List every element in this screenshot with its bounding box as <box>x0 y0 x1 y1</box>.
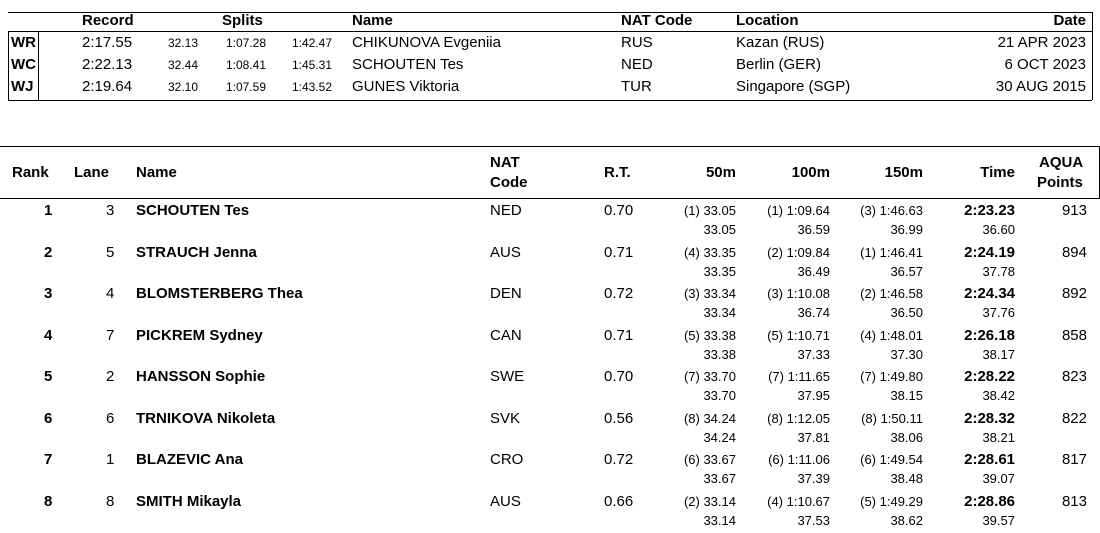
split-150m: (5) 1:49.29 <box>860 493 923 509</box>
record-holder-name: SCHOUTEN Tes <box>352 56 464 73</box>
splits-header: Splits <box>222 12 263 29</box>
lap-150m: 36.50 <box>890 305 923 320</box>
record-label: WR <box>11 34 36 51</box>
lane-header: Lane <box>74 164 110 181</box>
athlete-name: HANSSON Sophie <box>136 368 266 385</box>
nat-cell: CAN <box>490 326 522 344</box>
lap-100m: 37.81 <box>797 429 830 445</box>
100m-header: 100m <box>791 164 830 181</box>
lap-100m: 36.49 <box>797 263 830 279</box>
athlete-name: BLAZEVIC Ana <box>136 451 243 468</box>
athlete-name: STRAUCH Jenna <box>136 243 257 261</box>
lap-50m: 33.67 <box>703 471 736 486</box>
lap-150m: 37.30 <box>890 346 923 362</box>
lap-50m: 33.38 <box>703 346 736 362</box>
lap-150m: 38.06 <box>890 429 923 445</box>
aqua-points: 858 <box>1061 326 1087 344</box>
reaction-time: 0.66 <box>604 492 634 510</box>
split-100m: (8) 1:12.05 <box>767 410 830 426</box>
split-150m: (2) 1:46.58 <box>860 286 923 301</box>
record-nat-header: NAT Code <box>621 12 693 29</box>
record-label: WJ <box>11 78 34 95</box>
rank-header: Rank <box>12 164 49 181</box>
record-nat: TUR <box>621 78 652 95</box>
record-holder-name: GUNES Viktoria <box>352 78 460 95</box>
rank-cell: 1 <box>44 202 53 219</box>
rank-cell: 6 <box>44 409 53 427</box>
lap-200m: 37.78 <box>982 263 1015 279</box>
location-header: Location <box>736 12 799 29</box>
record-split-100: 1:08.41 <box>225 58 266 72</box>
nat-header: NAT <box>490 154 520 171</box>
name-header: Name <box>136 164 177 181</box>
lane-cell: 2 <box>106 368 115 385</box>
record-split-150: 1:45.31 <box>291 58 332 72</box>
lap-100m: 36.59 <box>797 222 830 237</box>
rank-cell: 8 <box>44 492 53 510</box>
time-header: Time <box>980 164 1015 181</box>
rank-cell: 5 <box>44 368 53 385</box>
rank-cell: 7 <box>44 451 53 468</box>
lap-50m: 33.34 <box>703 305 736 320</box>
final-time: 2:28.22 <box>964 368 1015 385</box>
reaction-time: 0.71 <box>604 243 634 261</box>
split-50m: (7) 33.70 <box>683 369 736 384</box>
rank-cell: 2 <box>44 243 53 261</box>
reaction-time: 0.71 <box>604 326 634 344</box>
lap-50m: 33.70 <box>703 388 736 403</box>
split-50m: (1) 33.05 <box>683 203 736 218</box>
lap-200m: 38.42 <box>982 388 1015 403</box>
lap-150m: 38.62 <box>890 512 923 528</box>
athlete-name: TRNIKOVA Nikoleta <box>136 409 276 427</box>
split-50m: (6) 33.67 <box>683 452 736 467</box>
record-nat: NED <box>621 56 653 73</box>
record-header: Record <box>82 12 134 29</box>
record-date: 21 APR 2023 <box>997 34 1086 51</box>
record-nat: RUS <box>621 34 653 51</box>
nat-cell: SVK <box>490 409 521 427</box>
lap-200m: 36.60 <box>982 222 1015 237</box>
aqua-points: 813 <box>1061 492 1087 510</box>
split-150m: (3) 1:46.63 <box>860 203 923 218</box>
lap-200m: 39.57 <box>982 512 1015 528</box>
aqua-points: 822 <box>1061 409 1087 427</box>
rank-cell: 4 <box>44 326 53 344</box>
record-location: Kazan (RUS) <box>736 34 825 51</box>
split-100m: (5) 1:10.71 <box>767 327 830 343</box>
final-time: 2:26.18 <box>964 326 1015 344</box>
record-date: 6 OCT 2023 <box>1004 56 1086 73</box>
lane-cell: 1 <box>106 451 115 468</box>
record-time: 2:19.64 <box>82 78 133 95</box>
record-label: WC <box>11 56 36 73</box>
split-50m: (8) 34.24 <box>683 410 736 426</box>
record-split-50: 32.13 <box>167 36 198 50</box>
lap-100m: 37.39 <box>797 471 830 486</box>
split-100m: (3) 1:10.08 <box>767 286 830 301</box>
nat-cell: AUS <box>490 243 521 261</box>
aqua-points: 817 <box>1061 451 1087 468</box>
final-time: 2:28.61 <box>964 451 1015 468</box>
reaction-time: 0.56 <box>604 409 634 427</box>
points-header: Points <box>1037 174 1083 191</box>
split-50m: (2) 33.14 <box>683 493 736 509</box>
lane-cell: 8 <box>106 492 115 510</box>
split-100m: (4) 1:10.67 <box>767 493 830 509</box>
record-split-50: 32.10 <box>167 80 198 94</box>
split-150m: (6) 1:49.54 <box>860 452 923 467</box>
date-header: Date <box>1053 12 1086 29</box>
lap-50m: 33.14 <box>703 512 736 528</box>
lap-100m: 37.95 <box>797 388 830 403</box>
lap-150m: 36.99 <box>890 222 923 237</box>
record-split-100: 1:07.59 <box>225 80 266 94</box>
athlete-name: SCHOUTEN Tes <box>136 202 250 219</box>
nat-cell: AUS <box>490 492 521 510</box>
final-time: 2:23.23 <box>964 202 1015 219</box>
reaction-time: 0.70 <box>604 368 634 385</box>
lap-200m: 38.17 <box>982 346 1015 362</box>
reaction-time: 0.72 <box>604 451 634 468</box>
aqua-points: 913 <box>1061 202 1087 219</box>
lane-cell: 5 <box>106 243 115 261</box>
record-date: 30 AUG 2015 <box>995 78 1086 95</box>
record-split-50: 32.44 <box>167 58 198 72</box>
split-100m: (1) 1:09.64 <box>767 203 830 218</box>
athlete-name: BLOMSTERBERG Thea <box>136 285 303 302</box>
aqua-points: 823 <box>1061 368 1087 385</box>
split-150m: (1) 1:46.41 <box>860 244 923 260</box>
final-time: 2:28.32 <box>964 409 1015 427</box>
split-100m: (2) 1:09.84 <box>767 244 830 260</box>
record-split-150: 1:43.52 <box>291 80 332 94</box>
lap-200m: 39.07 <box>982 471 1015 486</box>
lap-150m: 38.15 <box>890 388 923 403</box>
lane-cell: 7 <box>106 326 115 344</box>
lap-100m: 37.53 <box>797 512 830 528</box>
record-split-150: 1:42.47 <box>291 36 332 50</box>
lap-200m: 38.21 <box>982 429 1015 445</box>
nat-code-header: Code <box>490 174 528 191</box>
50m-header: 50m <box>705 164 736 181</box>
nat-cell: DEN <box>490 285 522 302</box>
lap-150m: 38.48 <box>890 471 923 486</box>
split-150m: (7) 1:49.80 <box>860 369 923 384</box>
record-time: 2:17.55 <box>82 34 133 51</box>
split-50m: (5) 33.38 <box>683 327 736 343</box>
split-100m: (7) 1:11.65 <box>768 369 830 384</box>
split-150m: (8) 1:50.11 <box>861 410 923 426</box>
150m-header: 150m <box>884 164 923 181</box>
results-table <box>0 140 1100 533</box>
nat-cell: NED <box>490 202 522 219</box>
record-holder-name: CHIKUNOVA Evgeniia <box>352 34 501 51</box>
nat-cell: SWE <box>490 368 525 385</box>
aqua-points: 894 <box>1061 243 1087 261</box>
final-time: 2:24.34 <box>964 285 1015 302</box>
lane-cell: 3 <box>106 202 115 219</box>
lap-200m: 37.76 <box>982 305 1015 320</box>
nat-cell: CRO <box>490 451 524 468</box>
aqua-points: 892 <box>1061 285 1087 302</box>
athlete-name: PICKREM Sydney <box>136 326 263 344</box>
final-time: 2:28.86 <box>964 492 1015 510</box>
aqua-header: AQUA <box>1039 154 1084 171</box>
split-50m: (4) 33.35 <box>683 244 736 260</box>
athlete-name: SMITH Mikayla <box>136 492 242 510</box>
record-name-header: Name <box>352 12 393 29</box>
lane-cell: 6 <box>106 409 115 427</box>
lane-cell: 4 <box>106 285 115 302</box>
lap-100m: 36.74 <box>797 305 830 320</box>
record-time: 2:22.13 <box>82 56 133 73</box>
lap-50m: 33.35 <box>703 263 736 279</box>
split-50m: (3) 33.34 <box>683 286 736 301</box>
lap-150m: 36.57 <box>890 263 923 279</box>
rank-cell: 3 <box>44 285 53 302</box>
rt-header: R.T. <box>604 164 631 181</box>
records-table <box>0 0 1100 110</box>
split-150m: (4) 1:48.01 <box>860 327 923 343</box>
lap-50m: 33.05 <box>703 222 736 237</box>
record-split-100: 1:07.28 <box>225 36 266 50</box>
reaction-time: 0.72 <box>604 285 634 302</box>
lap-50m: 34.24 <box>703 429 736 445</box>
lap-100m: 37.33 <box>797 346 830 362</box>
record-location: Singapore (SGP) <box>736 78 851 95</box>
final-time: 2:24.19 <box>964 243 1015 261</box>
reaction-time: 0.70 <box>604 202 634 219</box>
split-100m: (6) 1:11.06 <box>768 452 830 467</box>
record-location: Berlin (GER) <box>736 56 822 73</box>
